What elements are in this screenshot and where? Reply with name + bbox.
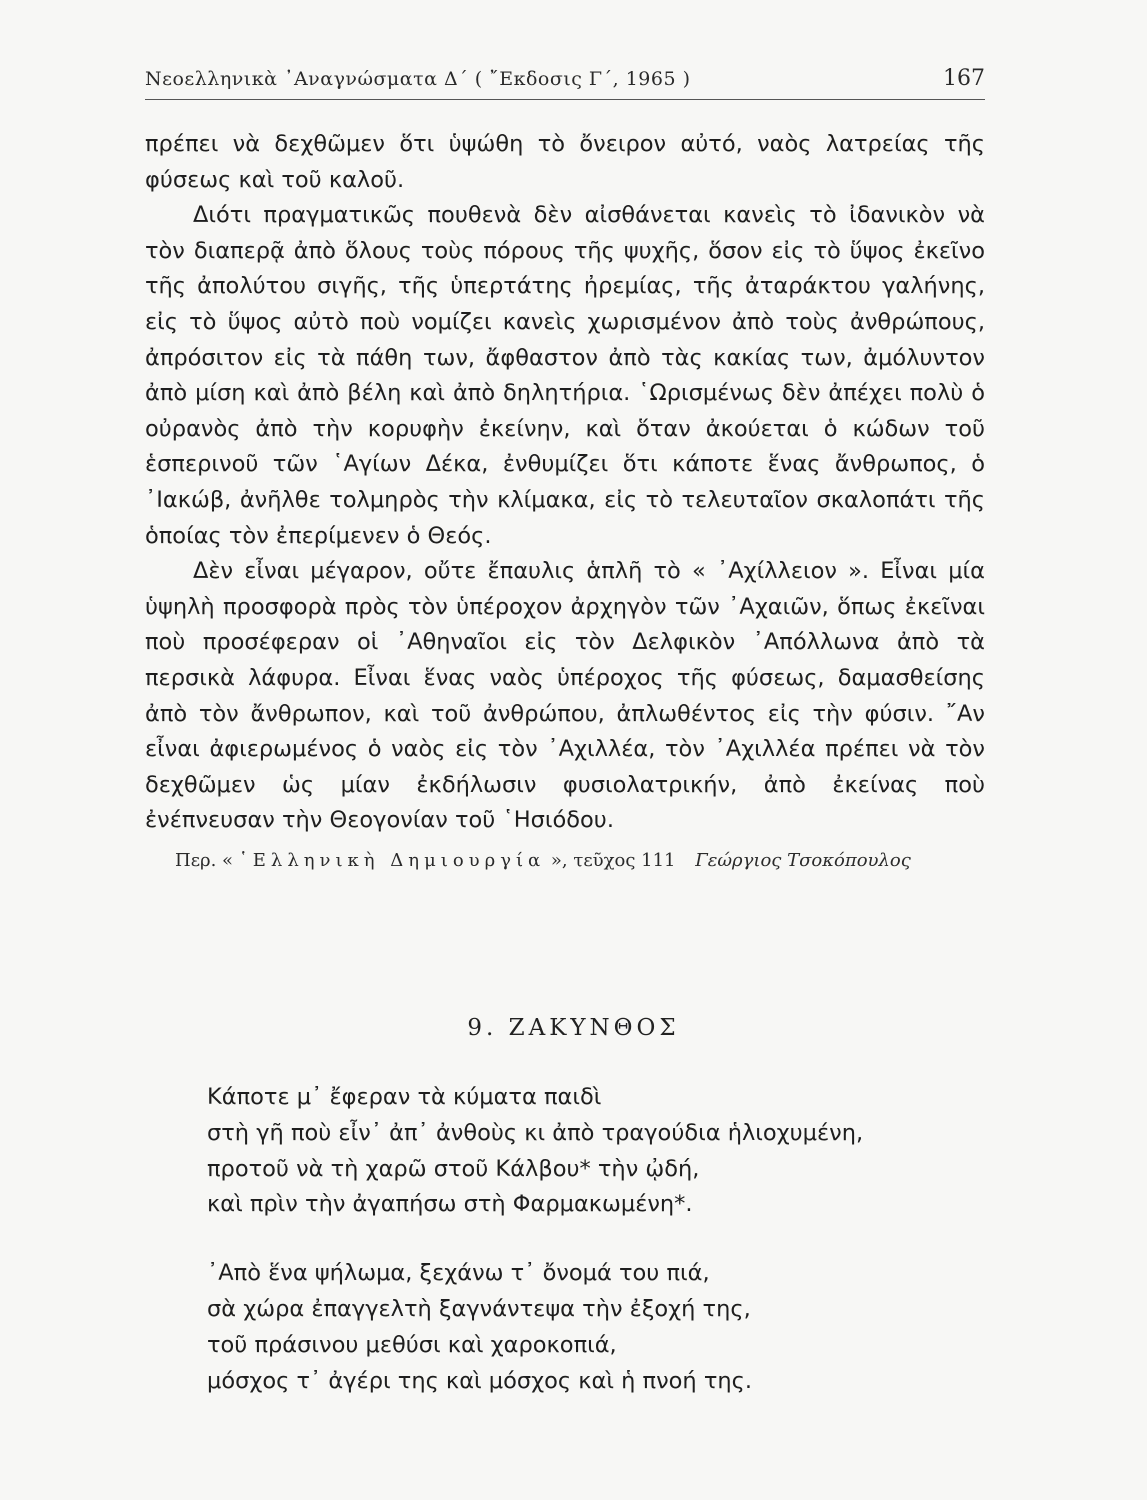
prose-body [145,127,985,839]
citation-issue: », τεῦχος 111 [550,850,676,871]
poem-line: μόσχος τ᾿ ἀγέρι της καὶ μόσχος καὶ ἡ πνοή της. [207,1367,752,1394]
citation-author: Γεώργιος Τσοκόπουλος [695,850,911,871]
paragraph: Διότι πραγματικῶς πουθενὰ δὲν αἰσθάνεται κανεὶς τὸ ἰδανικὸν νὰ τὸν διαπερᾷ ἀπὸ ὅλους τοὺς πόρους τῆς ψυχῆς, ὅσον εἰς τὸ ὕψος ἐκεῖνο τῆς ἀπολύτου σιγῆς, τῆς ὑπερτάτης ἠρεμίας, τῆς ἀταράκτου γαλήνης, εἰς τὸ ὕψος αὐτὸ ποὺ νομίζει κανεὶς χωρισμένον ἀπὸ τοὺς ἀνθρώπους, ἀπρόσιτον εἰς τὰ πάθη των, ἄφθαστον ἀπὸ τὰς κακίας των, ἀμόλυντον ἀπὸ μίση καὶ ἀπὸ βέλη καὶ ἀπὸ δηλητήρια. ῾Ωρισμένως δὲν ἀπέχει πολὺ ὁ οὐρανὸς ἀπὸ τὴν κορυφὴν ἐκείνην, καὶ ὅταν ἀκούεται ὁ κώδων τοῦ ἑσπερινοῦ τῶν ῾Αγίων Δέκα, ἐνθυμίζει ὅτι κάποτε ἕνας ἄνθρωπος, ὁ ᾿Ιακώβ, ἀνῆλθε τολμηρὸς τὴν κλίμακα, εἰς τὸ τελευταῖον σκαλοπάτι τῆς ὁποίας τὸν ἐπερίμενεν ὁ Θεός. [145,202,985,549]
poem [207,1080,987,1432]
paragraph: Δὲν εἶναι μέγαρον, οὔτε ἔπαυλις ἁπλῆ τὸ « ᾿Αχίλλειον ». Εἶναι μία ὑψηλὴ προσφορὰ πρὸς τὸν ὑπέροχον ἀρχηγὸν τῶν ᾿Αχαιῶν, ὅπως ἐκεῖναι ποὺ προσέφεραν οἱ ᾿Αθηναῖοι εἰς τὸν Δελφικὸν ᾿Απόλλωνα ἀπὸ τὰ περσικὰ λάφυρα. Εἶναι ἕνας ναὸς ὑπέροχος τῆς φύσεως, δαμασθείσης ἀπὸ τὸν ἄνθρωπον, καὶ τοῦ ἀνθρώπου, ἀπλωθέντος εἰς τὴν φύσιν. ῎Αν εἶναι ἀφιερωμένος ὁ ναὸς εἰς τὸν ᾿Αχιλλέα, τὸν ᾿Αχιλλέα πρέπει νὰ τὸν δεχθῶμεν ὡς μίαν ἐκδήλωσιν φυσιολατρικήν, ἀπὸ ἐκείνας ποὺ ἐνέπνευσαν τὴν Θεογονίαν τοῦ ῾Ησιόδου. [145,558,985,834]
page-number: 167 [943,66,985,91]
header-divider [145,99,985,100]
running-header-title: Νεοελληνικὰ ᾿Αναγνώσματα Δ΄ ( ῎Εκδοσις Γ΄, 1965 ) [145,68,691,90]
poem-line: Κάποτε μ᾿ ἔφεραν τὰ κύματα παιδὶ [207,1084,602,1110]
poem-stanza [207,1256,987,1399]
poem-line: σὰ χώρα ἐπαγγελτὴ ξαγνάντεψα τὴν ἐξοχή της, [207,1295,751,1322]
poem-line: τοῦ πράσινου μεθύσι καὶ χαροκοπιά, [207,1331,617,1358]
poem-line: στὴ γῆ ποὺ εἶν᾿ ἀπ᾿ ἀνθοὺς κι ἀπὸ τραγούδια ἡλιοχυμένη, [207,1119,864,1146]
poem-line: προτοῦ νὰ τὴ χαρῶ στοῦ Κάλβου* τὴν ᾠδή, [207,1155,700,1182]
poem-line: ᾿Απὸ ἕνα ψήλωμα, ξεχάνω τ᾿ ὄνομά του πιά, [207,1260,710,1287]
citation-prefix: Περ. « [175,850,234,871]
paragraph-continuation: πρέπει νὰ δεχθῶμεν ὅτι ὑψώθη τὸ ὄνειρον αὐτό, ναὸς λατρείας τῆς φύσεως καὶ τοῦ καλοῦ. [145,131,985,193]
poem-stanza [207,1080,987,1223]
section-heading: 9. ΖΑΚΥΝΘΟΣ [467,1015,680,1041]
running-header [145,62,985,98]
source-citation [175,850,985,871]
poem-line: καὶ πρὶν τὴν ἀγαπήσω στὴ Φαρμακωμένη*. [207,1191,693,1218]
citation-journal: ῾Ελληνικὴ Δημιουργία [238,850,546,871]
